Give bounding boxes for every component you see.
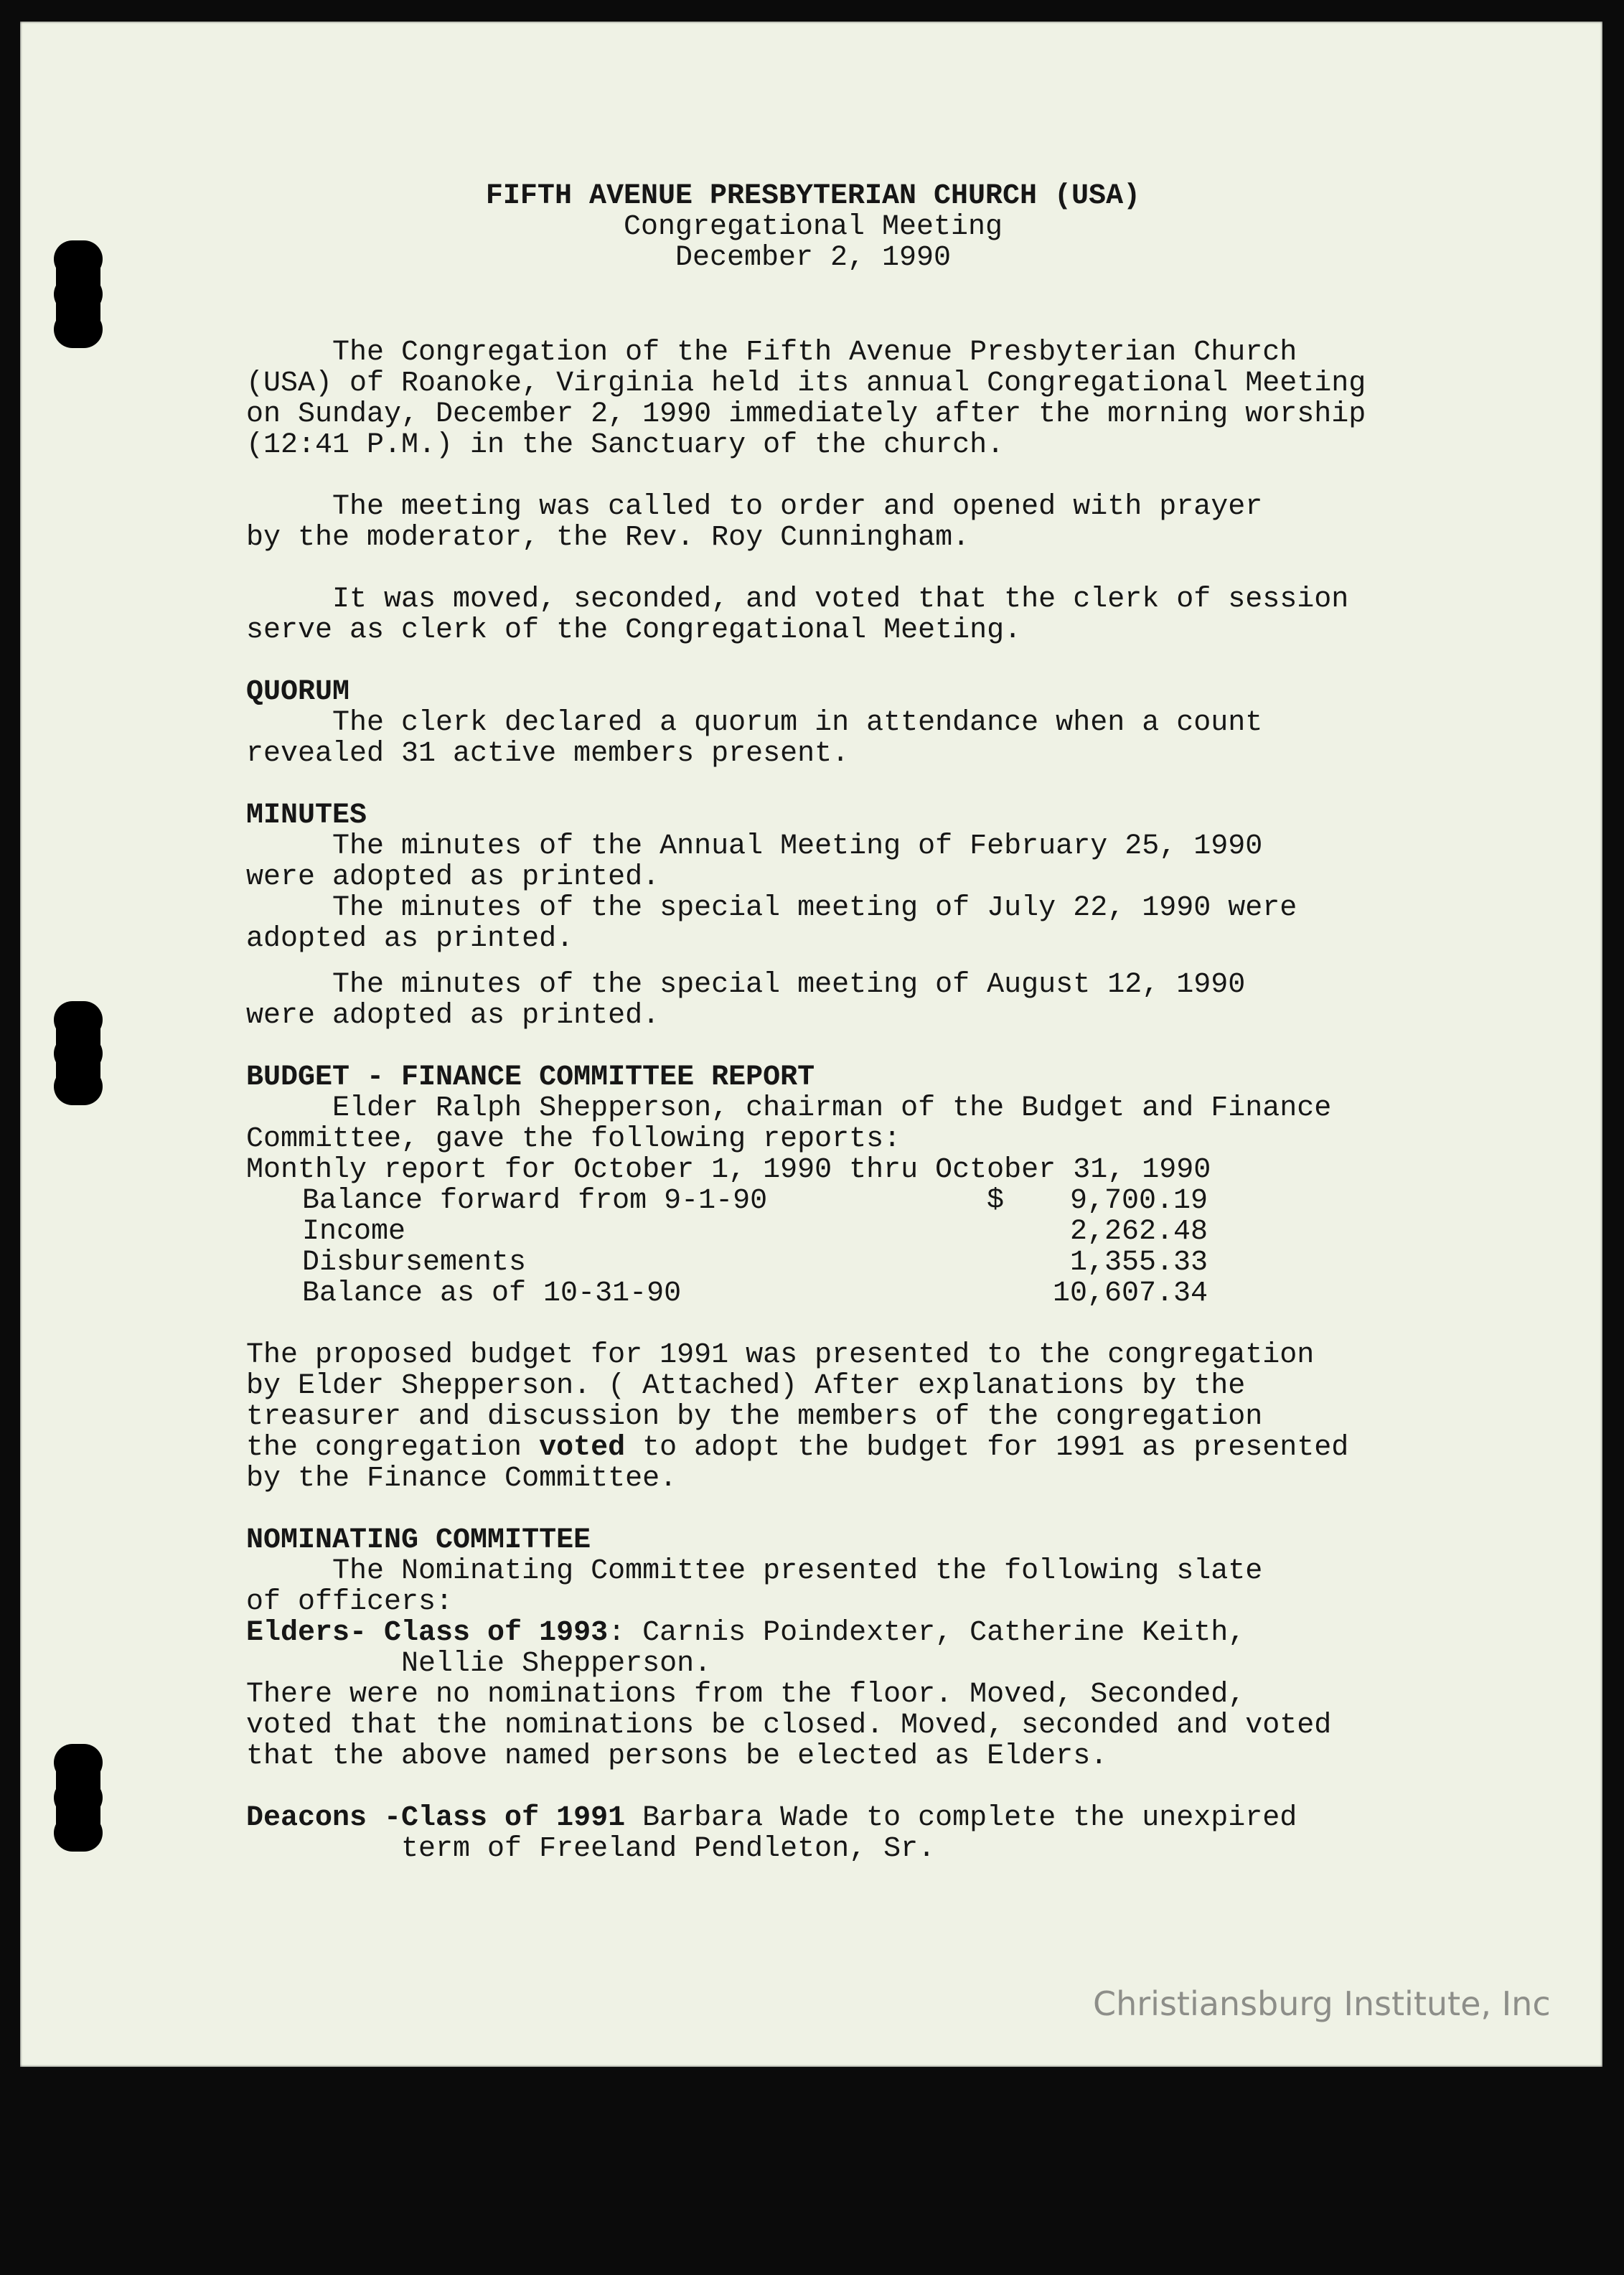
intro-line: It was moved, seconded, and voted that the clerk of session (246, 583, 1349, 616)
minutes-line: adopted as printed. (246, 923, 574, 955)
meeting-subtitle: Congregational Meeting (623, 211, 1003, 243)
deacons-line: Deacons -Class of 1991 Barbara Wade to complete the unexpired (246, 1802, 1297, 1834)
minutes-line: The minutes of the special meeting of July 22, 1990 were (246, 892, 1297, 924)
intro-line: serve as clerk of the Congregational Meeting. (246, 614, 1022, 647)
nominating-heading: NOMINATING COMMITTEE (246, 1524, 591, 1557)
minutes-line: were adopted as printed. (246, 1000, 660, 1032)
report-label: Disbursements (302, 1247, 527, 1279)
nominating-line: of officers: (246, 1586, 454, 1618)
nominating-line: that the above named persons be elected as Elders. (246, 1740, 1108, 1773)
intro-line: (USA) of Roanoke, Virginia held its annual Congregational Meeting (246, 367, 1366, 400)
minutes-line: The minutes of the Annual Meeting of February 25, 1990 (246, 830, 1263, 863)
intro-line: by the moderator, the Rev. Roy Cunningham. (246, 522, 970, 554)
report-currency: $ (987, 1185, 1005, 1217)
budget-heading: BUDGET - FINANCE COMMITTEE REPORT (246, 1061, 815, 1094)
report-amount: 10,607.34 (1052, 1277, 1208, 1310)
budget-proposal-line: The proposed budget for 1991 was presented to the congregation (246, 1339, 1315, 1371)
report-label: Balance forward from 9-1-90 (302, 1185, 768, 1217)
watermark: Christiansburg Institute, Inc (1093, 1984, 1551, 2023)
report-amount: 2,262.48 (1069, 1216, 1208, 1248)
report-amount: 1,355.33 (1069, 1247, 1208, 1279)
quorum-heading: QUORUM (246, 676, 350, 708)
church-title: FIFTH AVENUE PRESBYTERIAN CHURCH (USA) (485, 180, 1141, 212)
elders-line: Elders- Class of 1993: Carnis Poindexter, Catherine Keith, (246, 1617, 1246, 1649)
nominating-line: The Nominating Committee presented the following slate (246, 1555, 1263, 1587)
budget-proposal-line: treasurer and discussion by the members of the congregation (246, 1401, 1263, 1433)
nominating-line: There were no nominations from the floor. Moved, Seconded, (246, 1679, 1246, 1711)
intro-line: The meeting was called to order and opened with prayer (246, 491, 1263, 523)
budget-proposal-line: by Elder Shepperson. ( Attached) After explanations by the (246, 1370, 1246, 1402)
elders-label: Elders- Class of 1993 (246, 1617, 609, 1649)
intro-line: The Congregation of the Fifth Avenue Presbyterian Church (246, 337, 1297, 369)
quorum-line: revealed 31 active members present. (246, 738, 850, 770)
elders-line: Nellie Shepperson. (246, 1648, 712, 1680)
budget-proposal-line: the congregation voted to adopt the budget for 1991 as presented (246, 1432, 1349, 1464)
deacons-line: term of Freeland Pendleton, Sr. (246, 1833, 936, 1865)
meeting-date: December 2, 1990 (675, 242, 952, 274)
intro-line: on Sunday, December 2, 1990 immediately after the morning worship (246, 398, 1366, 431)
intro-line: (12:41 P.M.) in the Sanctuary of the church. (246, 429, 1005, 461)
budget-line: Monthly report for October 1, 1990 thru October 31, 1990 (246, 1154, 1211, 1186)
minutes-line: The minutes of the special meeting of August 12, 1990 (246, 969, 1246, 1001)
nominating-line: voted that the nominations be closed. Moved, seconded and voted (246, 1709, 1332, 1742)
report-label: Balance as of 10-31-90 (302, 1277, 682, 1310)
budget-line: Committee, gave the following reports: (246, 1123, 901, 1155)
report-amount: 9,700.19 (1069, 1185, 1208, 1217)
document-page (20, 22, 1602, 2067)
deacons-label: Deacons -Class of 1991 (246, 1802, 626, 1834)
budget-line: Elder Ralph Shepperson, chairman of the Budget and Finance (246, 1092, 1332, 1125)
minutes-line: were adopted as printed. (246, 861, 660, 893)
minutes-heading: MINUTES (246, 799, 367, 832)
report-label: Income (302, 1216, 406, 1248)
voted-emphasis: voted (539, 1432, 626, 1464)
quorum-line: The clerk declared a quorum in attendance when a count (246, 707, 1263, 739)
budget-proposal-line: by the Finance Committee. (246, 1463, 677, 1495)
